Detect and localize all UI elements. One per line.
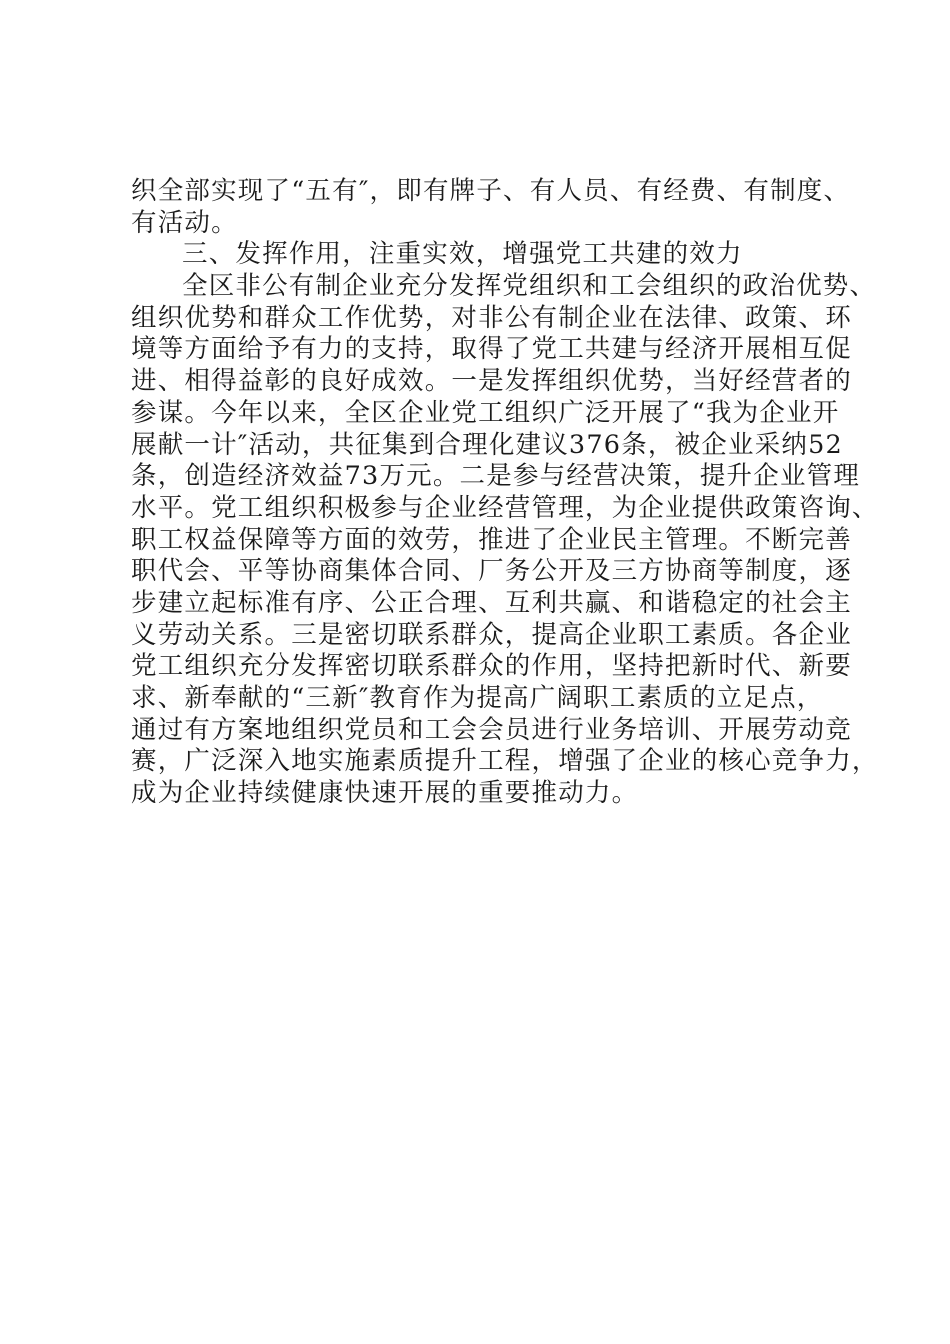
text-line: 职工权益保障等方面的效劳，推进了企业民主管理。不断完善 xyxy=(131,524,852,555)
text-line: 境等方面给予有力的支持，取得了党工共建与经济开展相互促 xyxy=(131,334,852,365)
text-line: 有活动。 xyxy=(131,207,238,238)
section-heading: 三、发挥作用，注重实效，增强党工共建的效力 xyxy=(182,239,743,270)
body-text xyxy=(131,176,879,810)
text-line: 成为企业持续健康快速开展的重要推动力。 xyxy=(131,778,639,809)
text-line: 进、相得益彰的良好成效。一是发挥组织优势，当好经营者的 xyxy=(131,366,852,397)
text-line: 参谋。今年以来，全区企业党工组织广泛开展了“我为企业开 xyxy=(131,397,840,428)
text-line: 展献一计″活动，共征集到合理化建议376条，被企业采纳52 xyxy=(131,429,843,460)
text-line: 赛，广泛深入地实施素质提升工程，增强了企业的核心竞争力， xyxy=(131,746,879,777)
text-line: 织全部实现了“五有″，即有牌子、有人员、有经费、有制度、 xyxy=(131,176,851,206)
text-line: 水平。党工组织积极参与企业经营管理，为企业提供政策咨询、 xyxy=(131,492,879,523)
text-line: 步建立起标准有序、公正合理、互利共赢、和谐稳定的社会主 xyxy=(131,587,852,618)
text-line: 组织优势和群众工作优势，对非公有制企业在法律、政策、环 xyxy=(131,302,852,333)
text-line: 义劳动关系。三是密切联系群众，提高企业职工素质。各企业 xyxy=(131,619,852,650)
text-line: 党工组织充分发挥密切联系群众的作用，坚持把新时代、新要 xyxy=(131,651,852,682)
text-line: 全区非公有制企业充分发挥党组织和工会组织的政治优势、 xyxy=(182,271,877,302)
text-line: 求、新奉献的“三新″教育作为提高广阔职工素质的立足点， xyxy=(131,683,824,713)
text-line: 职代会、平等协商集体合同、厂务公开及三方协商等制度，逐 xyxy=(131,556,852,587)
text-line: 条，创造经济效益73万元。二是参与经营决策，提升企业管理 xyxy=(131,461,861,492)
text-line: 通过有方案地组织党员和工会会员进行业务培训、开展劳动竞 xyxy=(131,714,852,745)
